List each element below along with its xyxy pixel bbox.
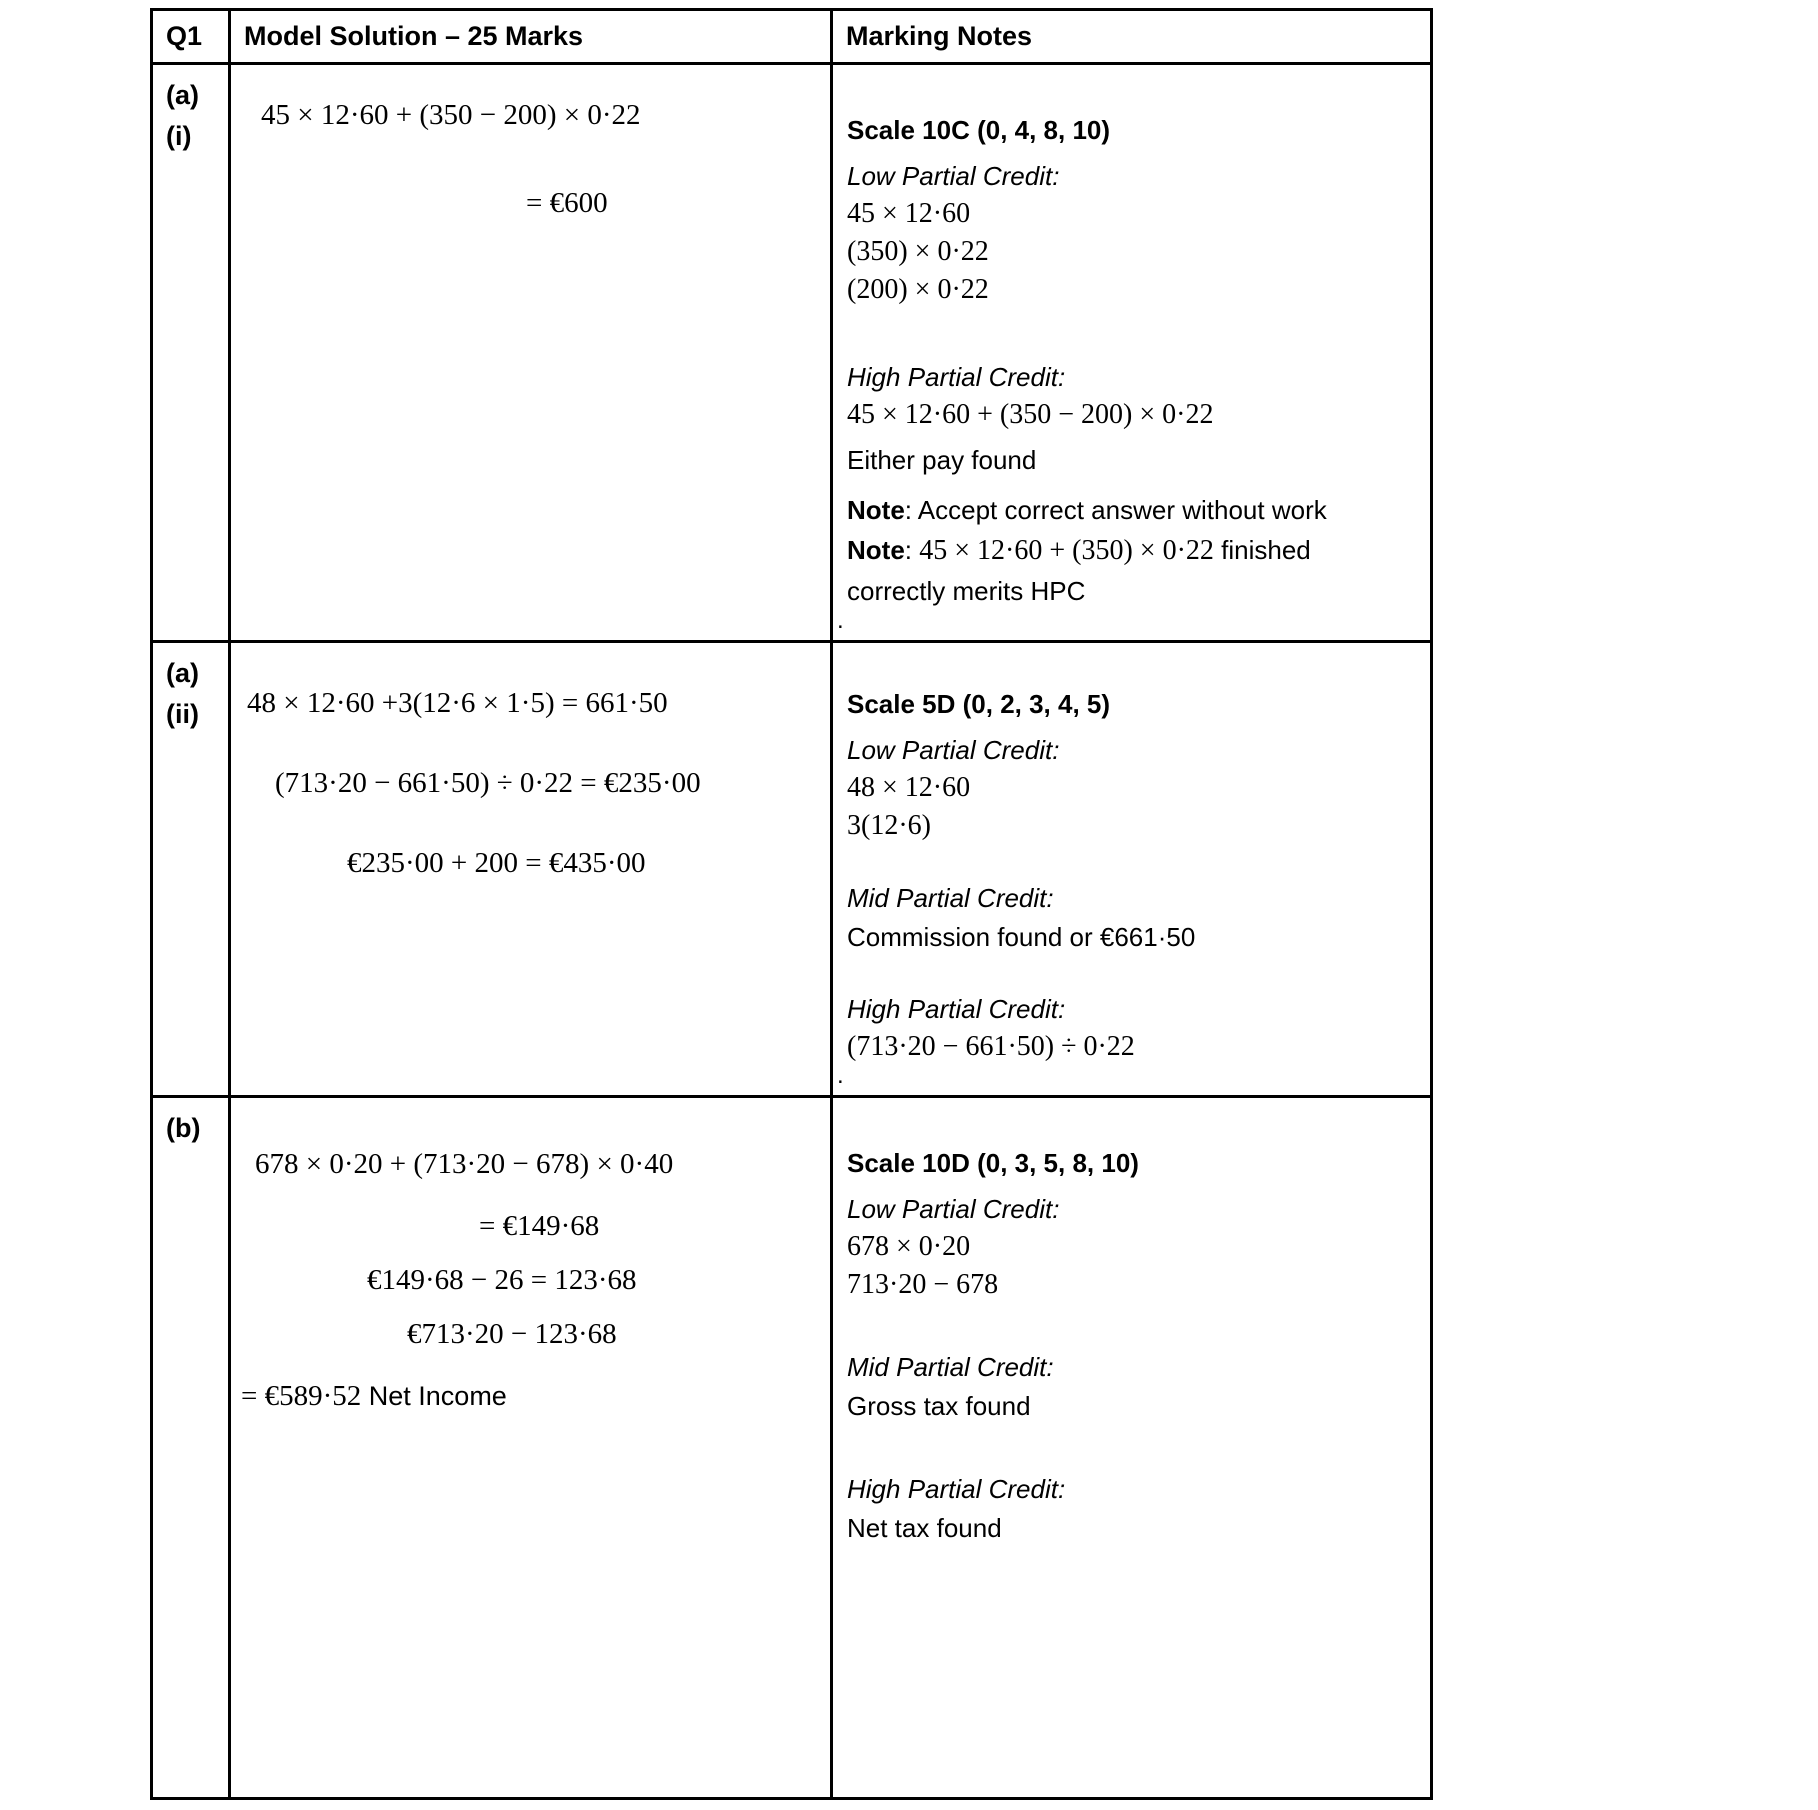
solution-equation: 678 × 0·20 + (713·20 − 678) × 0·40 [255,1148,674,1180]
stray-period: . [837,607,844,634]
part-label-a: (a) [166,658,199,688]
solution-equation: €149·68 − 26 = 123·68 [367,1264,637,1296]
solution-cell-a-ii [230,642,832,1097]
solution-cell-a-i [230,64,832,642]
solution-equation: 48 × 12·60 +3(12·6 × 1·5) = 661·50 [247,687,668,719]
note-text: : Accept correct answer without work [904,495,1327,525]
part-label-a-ii [152,642,230,1097]
part-label-a-i [152,64,230,642]
note-text: : [904,535,920,565]
notes-content [833,643,1430,1092]
note-label: Note [847,535,905,565]
low-partial-credit-item: (200) × 0·22 [847,274,989,305]
spacer [847,845,1416,871]
stray-period: . [837,1062,844,1089]
note-line [847,530,1416,571]
either-pay-found-text: Either pay found [847,445,1037,475]
note-text: finished [1213,535,1311,565]
spacer [847,309,1416,350]
note-line [847,490,1416,530]
high-partial-credit-item: (713·20 − 661·50) ÷ 0·22 [847,1031,1135,1062]
mid-partial-credit-label: Mid Partial Credit: [847,1352,1054,1382]
note-line-wrap: correctly merits HPC [847,576,1086,606]
scale-heading: Scale 10D (0, 3, 5, 8, 10) [847,1148,1139,1178]
low-partial-credit-item: 678 × 0·20 [847,1231,971,1262]
low-partial-credit-item: 713·20 − 678 [847,1269,999,1300]
high-partial-credit-item: Net tax found [847,1513,1002,1543]
note-label: Note [847,495,905,525]
header-model-solution: Model Solution – 25 Marks [230,10,832,64]
low-partial-credit-item: (350) × 0·22 [847,236,989,267]
spacer [847,957,1416,983]
mid-partial-credit-label: Mid Partial Credit: [847,882,1054,913]
net-income-label: Net Income [361,1381,507,1411]
low-partial-credit-label: Low Partial Credit: [847,1194,1060,1224]
marking-scheme-table [150,8,1433,1800]
spacer [847,1426,1416,1462]
mid-partial-credit-item: Commission found or €661·50 [847,921,1196,952]
high-partial-credit-label: High Partial Credit: [847,994,1066,1024]
notes-content [833,65,1430,637]
notes-cell-a-ii [832,642,1432,1097]
high-partial-credit-label: High Partial Credit: [847,1474,1066,1504]
solution-result: = €600 [526,187,608,219]
high-partial-credit-item: 45 × 12·60 + (350 − 200) × 0·22 [847,399,1214,430]
scale-heading: Scale 10C (0, 4, 8, 10) [847,115,1111,145]
row-a-ii [152,642,1432,1097]
part-label-a: (a) [166,80,199,110]
part-label-b [152,1097,230,1799]
low-partial-credit-item: 45 × 12·60 [847,198,971,229]
mid-partial-credit-item: Gross tax found [847,1391,1031,1421]
spacer [847,1304,1416,1340]
header-question-number: Q1 [152,10,230,64]
scale-heading: Scale 5D (0, 2, 3, 4, 5) [847,689,1111,719]
note-math: 45 × 12·60 + (350) × 0·22 [919,535,1214,566]
notes-cell-a-i [832,64,1432,642]
notes-cell-b [832,1097,1432,1799]
header-marking-notes: Marking Notes [832,10,1432,64]
part-label-i: (i) [166,120,192,151]
low-partial-credit-item: 48 × 12·60 [847,772,971,803]
solution-equation: (713·20 − 661·50) ÷ 0·22 = €235·00 [275,767,701,799]
part-label-ii: (ii) [166,698,199,729]
low-partial-credit-label: Low Partial Credit: [847,735,1060,765]
row-a-i [152,64,1432,642]
solution-cell-b [230,1097,832,1799]
low-partial-credit-item: 3(12·6) [847,810,931,841]
part-label-b-text: (b) [166,1113,201,1143]
solution-result: €235·00 + 200 = €435·00 [347,847,646,879]
low-partial-credit-label: Low Partial Credit: [847,161,1060,191]
solution-final-result [241,1376,830,1416]
solution-equation: €713·20 − 123·68 [407,1318,617,1350]
row-b [152,1097,1432,1799]
high-partial-credit-label: High Partial Credit: [847,362,1066,392]
net-income-value: = €589·52 [241,1380,362,1412]
solution-equation: 45 × 12·60 + (350 − 200) × 0·22 [261,99,641,131]
solution-result: = €149·68 [479,1210,600,1242]
notes-content [833,1098,1430,1794]
header-row [152,10,1432,64]
